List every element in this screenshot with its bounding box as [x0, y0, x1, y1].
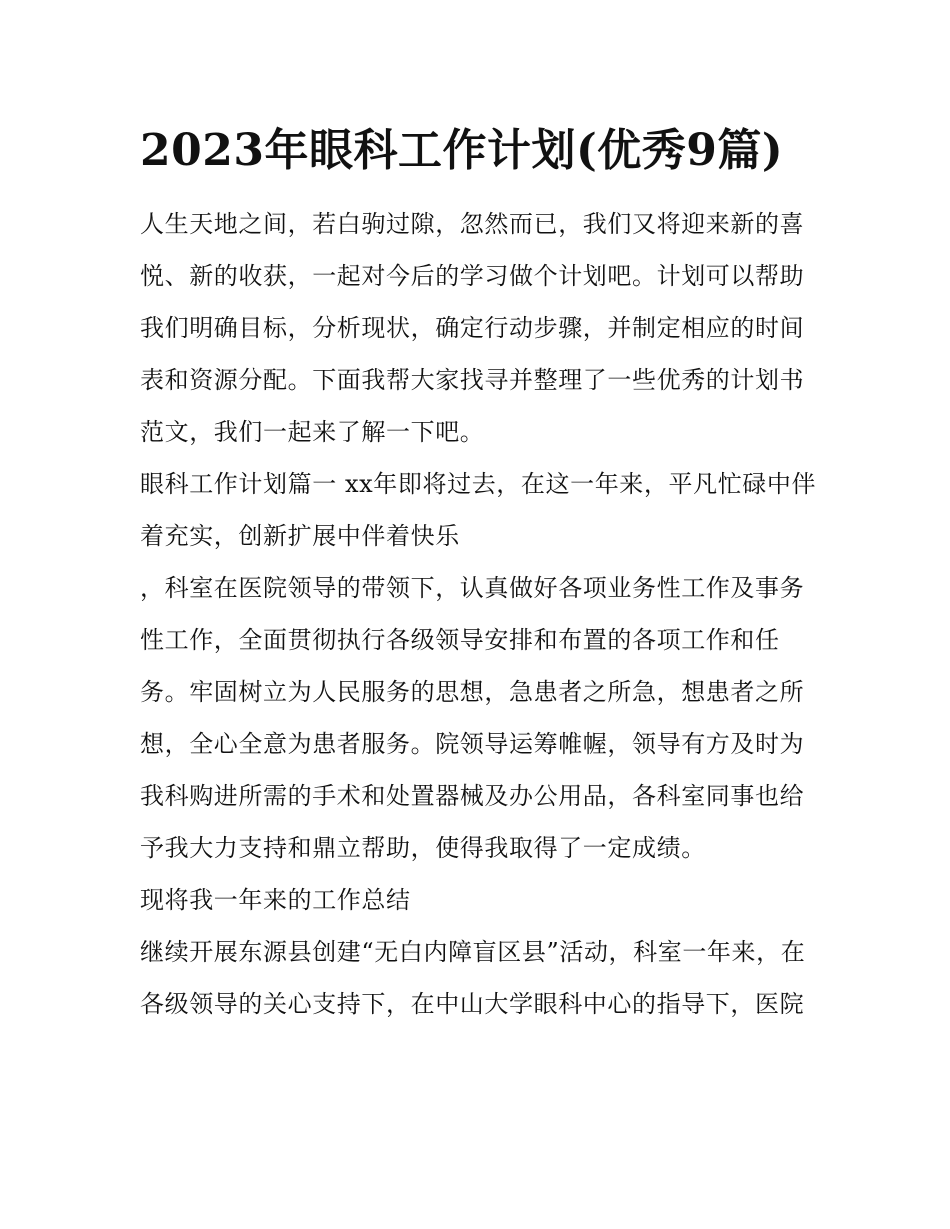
paragraph-department-work: ，科室在医院领导的带领下，认真做好各项业务性工作及事务性工作，全面贯彻执行各级领导安排和布置的各项工作和任务。牢固树立为人民服务的思想，急患者之所急，想患者之所想，全心全意为患者服务。院领导运筹帷幄，领导有方及时为我科购进所需的手术和处置器械及办公用品，各科室同事也给予我大力支持和鼎立帮助，使得我取得了一定成绩。: [140, 574, 805, 862]
paragraph-cataract-campaign: 继续开展东源县创建“无白内障盲区县”活动，科室一年来，在各级领导的关心支持下，在中山大学眼科中心的指导下，医院: [140, 938, 806, 1018]
document-title: 2023年眼科工作计划(优秀9篇): [140, 125, 784, 176]
paragraph-section-one-opening: 眼科工作计划篇一 xx年即将过去，在这一年来，平凡忙碌中伴着充实，创新扩展中伴着快乐: [140, 470, 817, 550]
paragraph-intro: 人生天地之间，若白驹过隙，忽然而已，我们又将迎来新的喜悦、新的收获，一起对今后的学习做个计划吧。计划可以帮助我们明确目标，分析现状，确定行动步骤，并制定相应的时间表和资源分配。下面我帮大家找寻并整理了一些优秀的计划书范文，我们一起来了解一下吧。: [140, 210, 805, 446]
document-page: [140, 112, 820, 1030]
paragraph-summary-heading: 现将我一年来的工作总结: [140, 886, 411, 914]
document-body: [140, 198, 820, 1030]
